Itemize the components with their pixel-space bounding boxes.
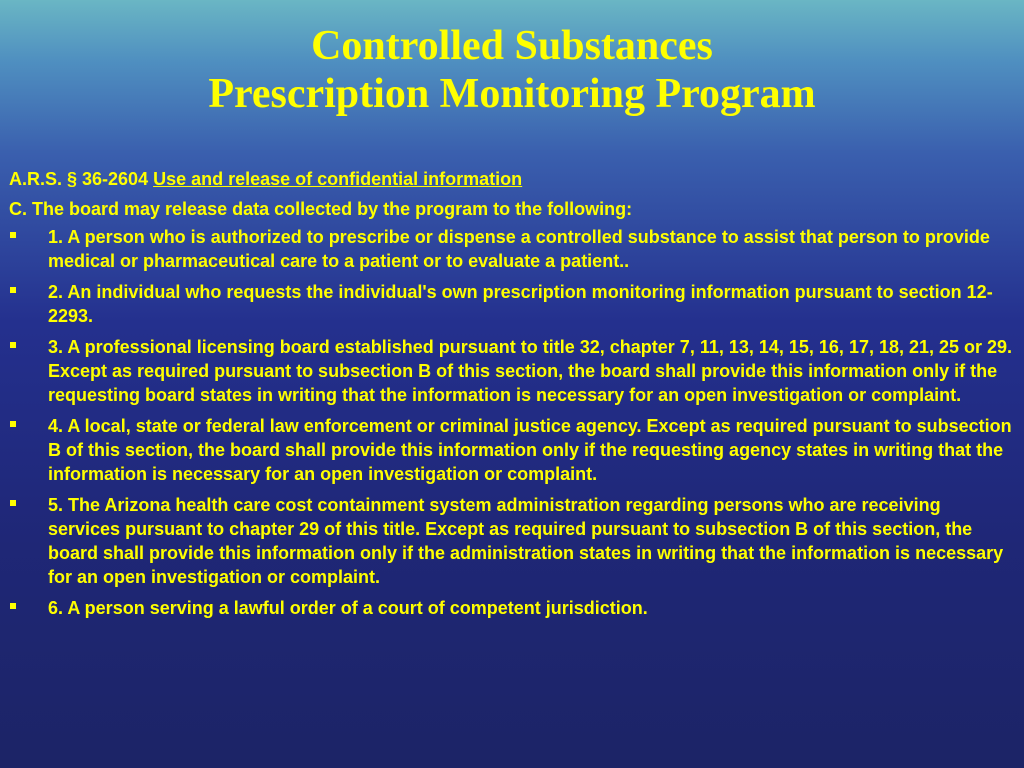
list-item-text: 6. A person serving a lawful order of a court of competent jurisdiction. [48, 598, 648, 618]
list-item-text: 4. A local, state or federal law enforcement or criminal justice agency. Except as required pursuant to subsection B of this section, the board shall provide this information only if the requesting agency states in writing that the information is necessary for an open investigation or complaint. [48, 416, 1012, 484]
list-item-text: 5. The Arizona health care cost containment system administration regarding persons who are receiving services pursuant to chapter 29 of this title. Except as required pursuant to subsection B of this section, the board shall provide this information only if the administration states in writing that the information is necessary for an open investigation or complaint. [48, 495, 1004, 587]
list-item-text: 1. A person who is authorized to prescribe or dispense a controlled substance to assist that person to provide medical or pharmaceutical care to a patient or to evaluate a patient.. [48, 227, 990, 271]
list-item-text: 3. A professional licensing board established pursuant to title 32, chapter 7, 11, 13, 14, 15, 16, 17, 18, 21, 25 or 29. Except as required pursuant to subsection B of this section, the board shall provide this information only if the requesting board states in writing that the information is necessary for an open investigation or complaint. [48, 337, 1013, 405]
list-item [9, 596, 1015, 620]
bullet-square-icon [10, 342, 16, 348]
bullet-square-icon [10, 500, 16, 506]
list-item [9, 280, 1015, 328]
slide-title-line-2: Prescription Monitoring Program [208, 71, 816, 117]
bullet-square-icon [10, 232, 16, 238]
bullet-square-icon [10, 287, 16, 293]
statute-title-link[interactable]: Use and release of confidential information [153, 169, 523, 189]
bullet-list [9, 225, 1015, 620]
statute-number: A.R.S. § 36-2604 [9, 169, 149, 189]
intro-text: C. The board may release data collected by the program to the following: [9, 199, 633, 219]
statute-reference [9, 167, 1015, 191]
list-item [9, 493, 1015, 589]
slide-title [0, 22, 1024, 118]
list-item [9, 414, 1015, 486]
list-item [9, 335, 1015, 407]
list-item [9, 225, 1015, 273]
list-item-text: 2. An individual who requests the individual's own prescription monitoring information pursuant to section 12-2293. [48, 282, 993, 326]
bullet-square-icon [10, 421, 16, 427]
slide-title-line-1: Controlled Substances [311, 23, 713, 69]
bullet-square-icon [10, 603, 16, 609]
slide-body [9, 167, 1015, 627]
